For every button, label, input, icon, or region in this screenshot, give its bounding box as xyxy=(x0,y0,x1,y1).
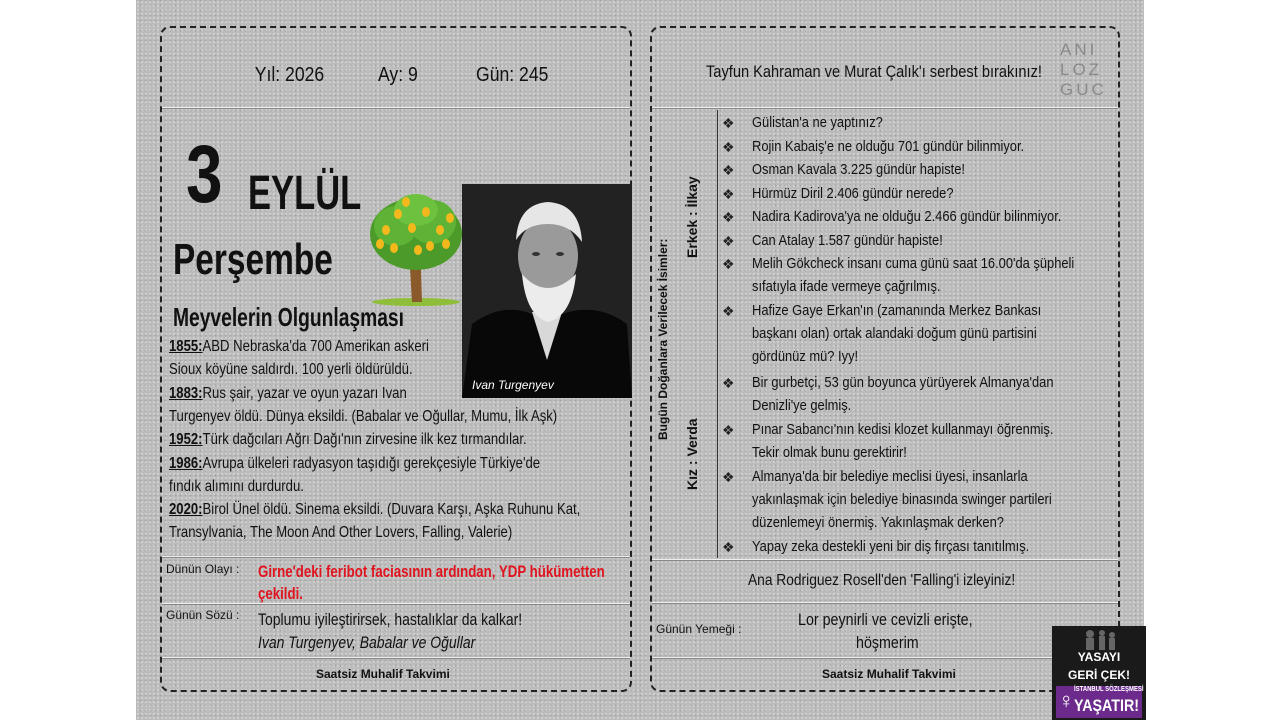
diamond-bullet-icon: ❖ xyxy=(722,469,735,485)
meal-text-cont: höşmerim xyxy=(856,633,919,652)
news-item: Melih Gökcheck insanı cuma günü saat 16.00'da şüpheli xyxy=(752,255,1075,272)
male-name: Erkek : İlkay xyxy=(684,176,700,258)
diamond-bullet-icon: ❖ xyxy=(722,256,735,272)
event-year: 2020: xyxy=(169,501,203,518)
film-recommendation: Ana Rodriguez Rosell'den 'Falling'i izleyiniz! xyxy=(748,572,1016,589)
female-symbol-icon: ♀ xyxy=(1058,688,1075,713)
news-item: Hafize Gaye Erkan'ın (zamanında Merkez Bankası xyxy=(752,302,1042,319)
logo-line: ANI xyxy=(1060,40,1098,59)
diamond-bullet-icon: ❖ xyxy=(722,115,735,131)
event-year: 1855: xyxy=(169,338,203,355)
meal-text: Lor peynirli ve cevizli erişte, xyxy=(798,610,973,629)
news-item: Bir gurbetçi, 53 gün boyunca yürüyerek Almanya'dan xyxy=(752,374,1054,391)
event-text: ABD Nebraska'da 700 Amerikan askeri xyxy=(202,338,429,355)
event-text: Transylvania, The Moon And Other Lovers, Falling, Valerie) xyxy=(169,524,513,541)
news-item: Tekir olmak bunu gerektirir! xyxy=(752,444,907,461)
year-label: Yıl: 2026 xyxy=(254,64,325,86)
event-text: Rus şair, yazar ve oyun yazarı Ivan xyxy=(202,385,407,402)
news-item: Denizli'ye gelmiş. xyxy=(752,397,852,414)
news-item: gördünüz mü? Iyy! xyxy=(752,348,859,365)
portrait-caption: Ivan Turgenyev xyxy=(472,378,554,392)
footer-right: Saatsiz Muhalif Takvimi xyxy=(822,667,956,681)
diamond-bullet-icon: ❖ xyxy=(722,303,735,319)
yesterday-text-cont: çekildi. xyxy=(258,584,303,603)
badge-line4: YAŞATIR! xyxy=(1074,696,1140,715)
quote-author: Ivan Turgenyev, Babalar ve Oğullar xyxy=(258,633,476,652)
right-header-text: Tayfun Kahraman ve Murat Çalık'ı serbest bırakınız! xyxy=(706,62,1042,81)
badge-line1: YASAYI xyxy=(1077,650,1121,664)
month-label: Ay: 9 xyxy=(378,64,418,86)
names-title: Bugün Doğanlara Verilecek İsimler: xyxy=(656,238,670,440)
quote-label: Günün Sözü : xyxy=(166,608,240,622)
right-calendar-page xyxy=(650,26,1120,692)
yesterday-text: Girne'deki feribot faciasının ardından, YDP hükümetten xyxy=(258,562,605,581)
news-divider xyxy=(717,110,718,558)
news-item: Yapay zeka destekli yeni bir diş fırçası tanıtılmış. xyxy=(752,538,1030,555)
diamond-bullet-icon: ❖ xyxy=(722,162,735,178)
event-text: Türk dağcıları Ağrı Dağı'nın zirvesine ilk kez tırmandılar. xyxy=(202,431,527,448)
day-number: 3 xyxy=(186,129,223,220)
news-item: Osman Kavala 3.225 gündür hapiste! xyxy=(752,161,965,178)
news-item: Almanya'da bir belediye meclisi üyesi, insanlarla xyxy=(752,468,1028,485)
female-name: Kız : Verda xyxy=(684,418,700,490)
weekday-name: Perşembe xyxy=(173,235,333,284)
fruit-tree-image xyxy=(366,190,466,306)
diamond-bullet-icon: ❖ xyxy=(722,233,735,249)
logo-line: GUC xyxy=(1060,80,1107,99)
news-item: Pınar Sabancı'nın kedisi klozet kullanmayı öğrenmiş. xyxy=(752,421,1054,438)
news-item: Hürmüz Diril 2.406 gündür nerede? xyxy=(752,185,954,202)
footer-left: Saatsiz Muhalif Takvimi xyxy=(316,667,450,681)
diamond-bullet-icon: ❖ xyxy=(722,209,735,225)
ivan-turgenyev-portrait xyxy=(462,184,632,398)
news-item: düzenlemeyi önermiş. Yakınlaşmak derken? xyxy=(752,514,1004,531)
event-text: Avrupa ülkeleri radyasyon taşıdığı gerekçesiyle Türkiye'de xyxy=(202,455,541,472)
event-text: Sioux köyüne saldırdı. 100 yerli öldürüldü. xyxy=(169,361,413,378)
day-of-year-label: Gün: 245 xyxy=(476,64,549,86)
news-item: başkanı olan) ortak alandaki doğum günü partisini xyxy=(752,325,1037,342)
news-item: Gülistan'a ne yaptınız? xyxy=(752,114,883,131)
event-year: 1986: xyxy=(169,455,203,472)
aniloz-guc-logo xyxy=(1060,40,1114,100)
event-text: Birol Ünel öldü. Sinema eksildi. (Duvara Karşı, Aşka Ruhunu Kat, xyxy=(202,501,581,518)
month-name: EYLÜL xyxy=(248,167,362,220)
diamond-bullet-icon: ❖ xyxy=(722,139,735,155)
diamond-bullet-icon: ❖ xyxy=(722,539,735,555)
news-item: yakınlaşmak için belediye binasında swinger partileri xyxy=(752,491,1052,508)
event-text: Turgenyev öldü. Dünya eksildi. (Babalar ve Oğullar, Mumu, İlk Aşk) xyxy=(169,408,558,425)
news-item: Rojin Kabaiş'e ne olduğu 701 gündür bilinmiyor. xyxy=(752,138,1025,155)
badge-line2: GERİ ÇEK! xyxy=(1067,668,1130,682)
quote-text: Toplumu iyileştirirsek, hastalıklar da kalkar! xyxy=(258,610,523,629)
badge-line3: İSTANBUL SÖZLEŞMESİ xyxy=(1074,686,1144,693)
news-item: Can Atalay 1.587 gündür hapiste! xyxy=(752,232,943,249)
yesterday-label: Dünün Olayı : xyxy=(166,562,240,576)
meal-label: Günün Yemeği : xyxy=(656,622,742,636)
event-year: 1952: xyxy=(169,431,203,448)
logo-line: LOZ xyxy=(1060,60,1103,79)
campaign-badge xyxy=(1052,626,1146,720)
silhouette-icon xyxy=(1082,628,1118,650)
day-theme: Meyvelerin Olgunlaşması xyxy=(173,302,404,332)
news-item: Nadira Kadirova'ya ne olduğu 2.466 gündür bilinmiyor. xyxy=(752,208,1062,225)
diamond-bullet-icon: ❖ xyxy=(722,375,735,391)
event-year: 1883: xyxy=(169,385,203,402)
news-item: sıfatıyla ifade vermeye çağrılmış. xyxy=(752,278,941,295)
diamond-bullet-icon: ❖ xyxy=(722,422,735,438)
event-text: fındık alımını durdurdu. xyxy=(169,478,304,495)
diamond-bullet-icon: ❖ xyxy=(722,186,735,202)
